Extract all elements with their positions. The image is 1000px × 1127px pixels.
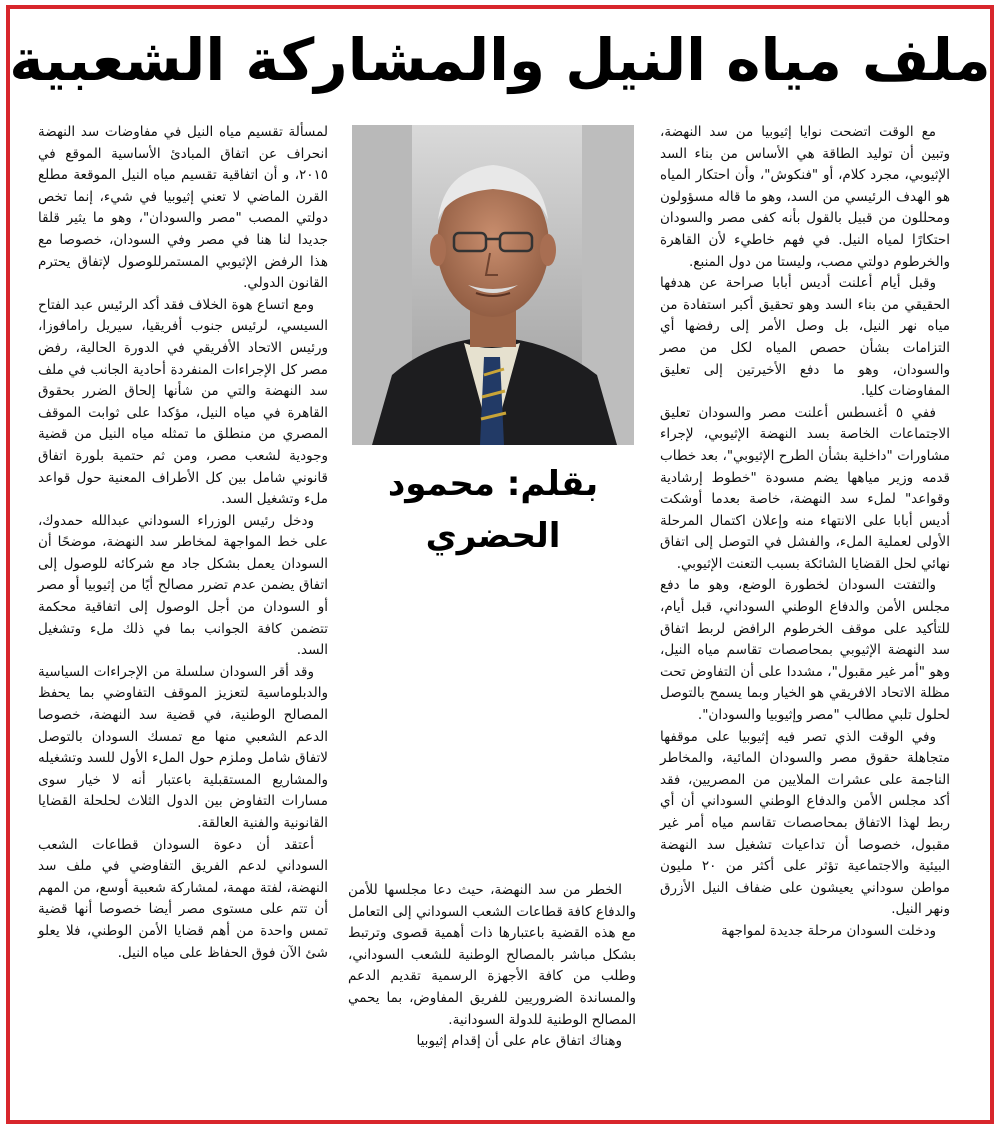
author-byline: بقلم: محمود الحضري: [387, 464, 599, 556]
author-photo: [352, 125, 634, 445]
paragraph: ففي ٥ أغسطس أعلنت مصر والسودان تعليق الاجتماعات الخاصة بسد النهضة الإثيوبي، لإجراء مشاورات "داخلية بشأن الطرح الإثيوبي"، بعد خطاب قدمه وزير مياهها يضم مسودة "خطوط إرشادية وقواعد" لملء سد النهضة، خاصة بعدما أوشكت أديس أبابا على الانتهاء منه وإعلان اكتمال المرحلة الأولى لعملية الملء، والفشل في التوصل إلى اتفاق نهائي لحل القضايا الشائكة بسبب التعنت الإثيوبي.: [660, 404, 950, 572]
paragraph: وهناك اتفاق عام على أن إقدام إثيوبيا: [416, 1033, 622, 1050]
paragraph: ودخل رئيس الوزراء السوداني عبدالله حمدوك، على خط المواجهة لمخاطر سد النهضة، موضحًا أن السودان يعمل بشكل جاد مع شركائه للوصول إلى اتفاق يضمن عدم تضرر مصالح أيًا من إثيوبيا أو مصر أو السودان من أجل الوصول إلى اتفاقية محكمة تتضمن كافة الجوانب بما في ذلك ملء وتشغيل السد.: [38, 512, 328, 659]
article-column-right: [660, 122, 950, 943]
author-portrait-icon: [352, 125, 634, 445]
article-headline: ملف مياه النيل والمشاركة الشعبية: [9, 26, 991, 94]
paragraph: لمسألة تقسيم مياه النيل في مفاوضات سد النهضة انحراف عن اتفاق المبادئ الأساسية الموقع في ٢٠١٥، و أن اتفاقية تقسيم مياه النيل الموقعة مطلع القرن الماضي لا تعني إثيوبيا في شيء، إنما تخص دولتي المصب "مصر والسودان"، وهو ما يثير قلقا جديدا لنا هنا في مصر وفي السودان، خصوصا مع هذا الرفض الإثيوبي المستمرللوصول لإتفاق يحترم القانون الدولي.: [38, 124, 328, 292]
paragraph: والتفتت السودان لخطورة الوضع، وهو ما دفع مجلس الأمن والدفاع الوطني السوداني، قبل أيام، للتأكيد على موقف الخرطوم الرافض لربط اتفاق سد النهضة الإثيوبي بمحاصصات تقاسم مياه النيل، وهو "أمر غير مقبول"، مشددا على أن التفاوض تحت مظلة الاتحاد الافريقي هو الخيار وبما يسمح بالتوصل لحلول تلبي مطالب "مصر وإثيوبيا والسودان".: [660, 577, 950, 724]
paragraph: وفي الوقت الذي تصر فيه إثيوبيا على موقفها متجاهلة حقوق مصر والسودان المائية، والمخاطر الناجمة على عشرات الملايين من المصريين، فقد أكد مجلس الأمن والدفاع الوطني السوداني أن أي ربط لهذا الاتفاق بمحاصصات تقاسم مياه أمر غير مقبول، خصوصا أن تداعيات تشغيل سد النهضة البيئية والاجتماعية تؤثر على أكثر من ٢٠ مليون مواطن سوداني يعيشون على ضفاف النيل الأزرق ونهر النيل.: [660, 728, 950, 918]
article-column-middle: [348, 880, 636, 1053]
paragraph: ومع اتساع هوة الخلاف فقد أكد الرئيس عبد الفتاح السيسي، لرئيس جنوب أفريقيا، سيريل رامافوزا، ورئيس الاتحاد الأفريقي في الدورة الحالية، رفض مصر كل الإجراءات المنفردة أحادية الجانب في ملف سد النهضة والتي من شأنها إلحاق الضرر بحقوق القاهرة في مياه النيل، مؤكدا على ثوابت الموقف المصري من منطلق ما تمثله مياه النيل من قضية وجودية لشعب مصر، ومن ثم حتمية بلورة اتفاق قانوني شامل بين كل الأطراف المعنية حول قواعد ملء وتشغيل السد.: [38, 296, 328, 508]
paragraph: أعتقد أن دعوة السودان قطاعات الشعب السوداني لدعم الفريق التفاوضي في ملف سد النهضة، لفتة مهمة، لمشاركة شعبية أوسع، من المهم أن تتم على مستوى مصر أيضا خصوصا أنها قضية تمس واحدة من أهم قضايا الأمن الوطني، فلا يعلو شئ الآن فوق الحفاظ على مياه النيل.: [38, 836, 328, 961]
paragraph: وقد أقر السودان سلسلة من الإجراءات السياسية والدبلوماسية لتعزيز الموقف التفاوضي بما يحفظ المصالح الوطنية، في قضية سد النهضة، خصوصا الدعم الشعبي منها مع تمسك السودان بالتوصل لاتفاق شامل وملزم حول الملء الأول للسد وتشغيله والمشاريع المستقبلية باعتبار أنه لا خيار سوى مسارات التفاوض بين الدول الثلاث لحلحلة القضايا القانونية والفنية العالقة.: [38, 663, 328, 831]
paragraph: الخطر من سد النهضة، حيث دعا مجلسها للأمن والدفاع كافة قطاعات الشعب السوداني إلى التعامل مع هذه القضية باعتبارها ذات أهمية قصوى وترتبط بشكل مباشر بالمصالح الوطنية للشعب السوداني، وطلب من كافة الأجهزة الرسمية تقديم الدعم والمساندة الضروريين للفريق المفاوض، بما يحمي المصالح الوطنية للدولة السودانية.: [348, 882, 636, 1028]
paragraph: ودخلت السودان مرحلة جديدة لمواجهة: [721, 922, 936, 939]
paragraph: وقبل أيام أعلنت أديس أبابا صراحة عن هدفها الحقيقي من بناء السد وهو تحقيق أكبر استفادة من مياه نهر النيل، بل وصل الأمر إلى رفضها أي التزامات بشأن حصص المياه لكل من مصر والسودان، وهو ما دفع الأخيرتين إلى تعليق المفاوضات كليا.: [660, 275, 950, 400]
article-column-left: [38, 122, 328, 964]
paragraph: مع الوقت اتضحت نوايا إثيوبيا من سد النهضة، وتبين أن توليد الطاقة هي الأساس من بناء السد الإثيوبي، مجرد كلام، أو "فنكوش"، وأن احتكار المياه هو الهدف الرئيسي من السد، وهو ما قاله مسؤولون ومحللون من قبيل بالقول بأنه كفى مصر والسودان احتكارًا لمياه النيل. في فهم خاطيء لأن القاهرة والخرطوم دولتي مصب، وليستا من دول المنبع.: [660, 124, 950, 270]
